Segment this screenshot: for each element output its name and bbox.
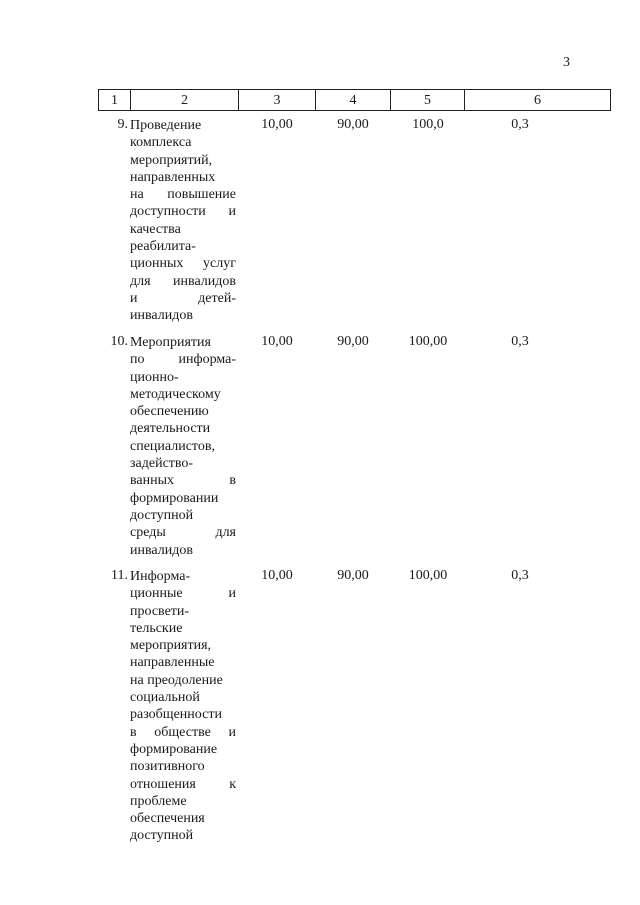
description-line: Проведение	[130, 118, 202, 133]
value-col-3: 10,00	[261, 334, 293, 349]
row-number: 9.	[117, 117, 128, 132]
header-cell-5: 5	[391, 90, 465, 110]
description-line: просвети-	[130, 603, 190, 619]
description-line: комплекса	[130, 135, 192, 151]
value-col-4: 90,00	[337, 334, 369, 349]
description-line: Информа-	[130, 569, 191, 584]
header-cell-3: 3	[239, 90, 316, 110]
description-line: специалистов,	[130, 438, 215, 454]
description-line: в обществе и	[130, 724, 236, 740]
description-line: доступной	[130, 507, 194, 523]
value-col-6: 0,3	[511, 117, 529, 132]
value-col-5: 100,00	[408, 568, 448, 583]
value-col-6: 0,3	[511, 334, 529, 349]
description-line: на преодоление	[130, 672, 223, 688]
description-line: доступности и	[130, 204, 236, 220]
value-col-4: 90,00	[337, 568, 369, 583]
value-col-5: 100,00	[408, 334, 448, 349]
description-line: мероприятия,	[130, 638, 212, 654]
description-line: методическому	[130, 386, 221, 402]
value-col-4: 90,00	[337, 117, 369, 132]
description-line: на повышение	[130, 187, 236, 203]
description-line: ционных услуг	[130, 256, 236, 272]
description-line: среды для	[130, 525, 236, 541]
description-line: реабилита-	[130, 239, 196, 255]
description-line: мероприятий,	[130, 152, 213, 168]
description-line: проблеме	[130, 793, 187, 809]
description-line: позитивного	[130, 759, 205, 775]
table-header	[98, 89, 611, 111]
description-line: и детей-	[130, 290, 236, 306]
description-line: доступной	[130, 828, 194, 844]
description-line: разобщенности	[130, 707, 222, 723]
header-cell-2: 2	[131, 90, 239, 110]
description-line: для инвалидов	[130, 273, 236, 289]
description-line: инвалидов	[130, 308, 193, 324]
description-line: обеспечению	[130, 404, 209, 420]
header-cell-6: 6	[534, 92, 541, 108]
description-line: обеспечения	[130, 811, 205, 827]
description-line: качества	[130, 221, 181, 237]
header-cell-4: 4	[316, 90, 391, 110]
description-line: формировании	[130, 490, 219, 506]
description-line: направленные	[130, 655, 215, 671]
description-line: деятельности	[130, 421, 211, 437]
description-line: ванных в	[130, 473, 236, 489]
description-line: инвалидов	[130, 542, 193, 558]
page-number: 3	[563, 55, 570, 70]
description-line: направленных	[130, 169, 216, 185]
description-line: отношения к	[130, 776, 236, 792]
row-description	[130, 117, 236, 325]
description-line: социальной	[130, 690, 200, 706]
description-line: тельские	[130, 620, 183, 636]
description-line: задейство-	[130, 456, 194, 472]
row-number: 11.	[111, 568, 128, 583]
value-col-6: 0,3	[511, 568, 529, 583]
description-line: ционно-	[130, 369, 179, 385]
description-line: по информа-	[130, 352, 236, 368]
row-number: 10.	[110, 334, 128, 349]
value-col-3: 10,00	[261, 568, 293, 583]
description-line: ционные и	[130, 586, 236, 602]
row-description	[130, 568, 236, 845]
row-description	[130, 334, 236, 559]
header-cell-1: 1	[99, 90, 131, 110]
description-line: формирование	[130, 741, 218, 757]
description-line: Мероприятия	[130, 335, 211, 350]
value-col-5: 100,0	[412, 117, 444, 132]
value-col-3: 10,00	[261, 117, 293, 132]
